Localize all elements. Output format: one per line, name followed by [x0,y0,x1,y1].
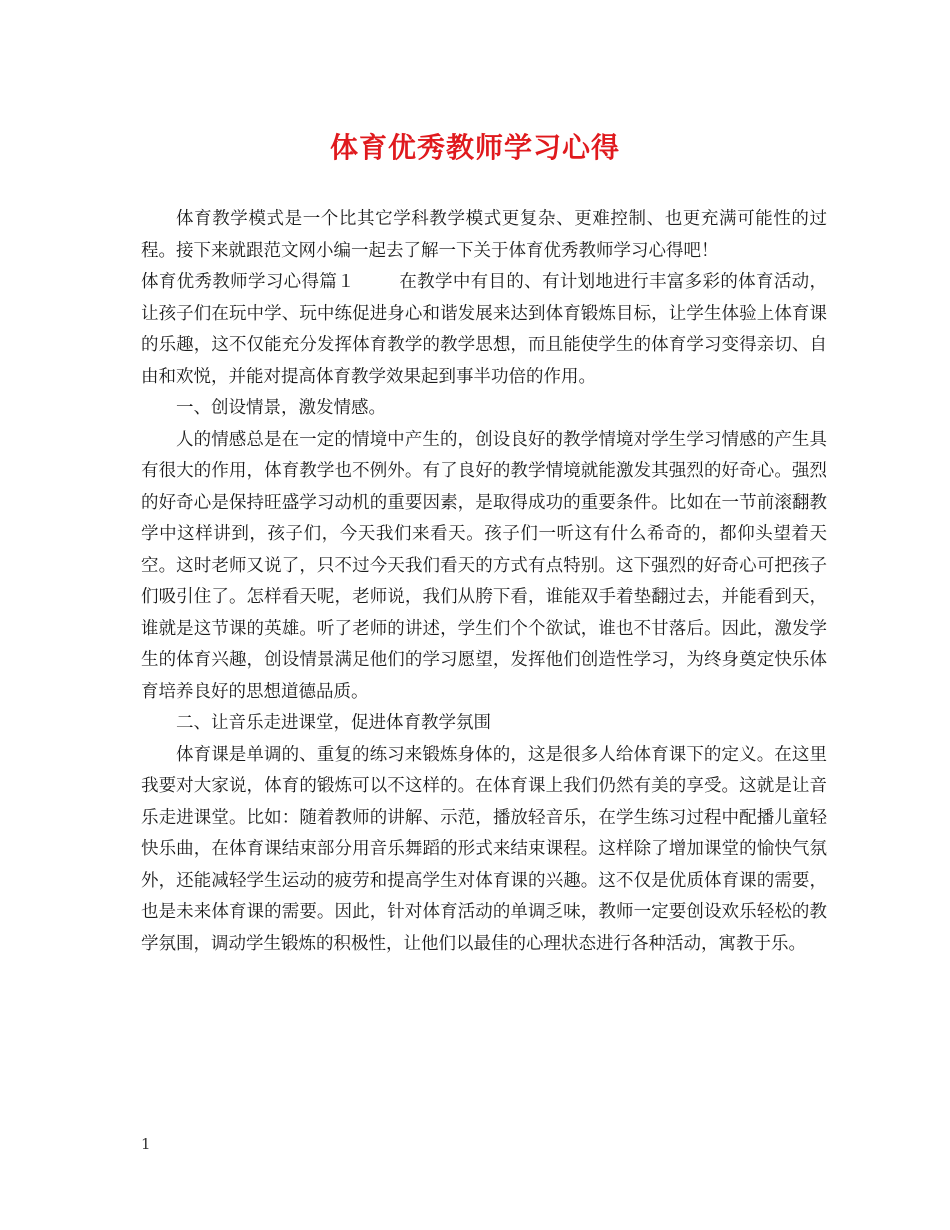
part1-text: 在教学中有目的、有计划地进行丰富多彩的体育活动，让孩子们在玩中学、玩中练促进身心和谐发展来达到体育锻炼目标，让学生体验上体育课的乐趣，这不仅能充分发挥体育教学的教学思想，而且能使学生的体育学习变得亲切、自由和欢悦，并能对提高体育教学效果起到事半功倍的作用。 [141,272,827,387]
page-number: 1 [141,1135,151,1153]
part1-heading: 体育优秀教师学习心得篇１ [141,272,355,292]
section2-heading: 二、让音乐走进课堂，促进体育教学氛围 [176,713,491,733]
section2-paragraph: 体育课是单调的、重复的练习来锻炼身体的，这是很多人给体育课下的定义。在这里我要对大家说，体育的锻炼可以不这样的。在体育课上我们仍然有美的享受。这就是让音乐走进课堂。比如：随着教师的讲解、示范，播放轻音乐，在学生练习过程中配播儿童轻快乐曲，在体育课结束部分用音乐舞蹈的形式来结束课程。这样除了增加课堂的愉快气氛外，还能减轻学生运动的疲劳和提高学生对体育课的兴趣。这不仅是优质体育课的需要，也是未来体育课的需要。因此，针对体育活动的单调乏味，教师一定要创设欢乐轻松的教学氛围，调动学生锻炼的积极性，让他们以最佳的心理状态进行各种活动，寓教于乐。 [141,744,827,954]
section1-heading: 一、创设情景，激发情感。 [176,398,386,418]
part1-paragraph [141,267,827,393]
document-body [141,204,827,960]
intro-paragraph: 体育教学模式是一个比其它学科教学模式更复杂、更难控制、也更充满可能性的过程。接下来就跟范文网小编一起去了解一下关于体育优秀教师学习心得吧！ [141,209,827,261]
document-title: 体育优秀教师学习心得 [329,131,620,164]
section1-paragraph: 人的情感总是在一定的情境中产生的，创设良好的教学情境对学生学习情感的产生具有很大的作用，体育教学也不例外。有了良好的教学情境就能激发其强烈的好奇心。强烈的好奇心是保持旺盛学习动机的重要因素，是取得成功的重要条件。比如在一节前滚翻教学中这样讲到，孩子们，今天我们来看天。孩子们一听这有什么希奇的，都仰头望着天空。这时老师又说了，只不过今天我们看天的方式有点特别。这下强烈的好奇心可把孩子们吸引住了。怎样看天呢，老师说，我们从胯下看，谁能双手着垫翻过去，并能看到天，谁就是这节课的英雄。听了老师的讲述，学生们个个欲试，谁也不甘落后。因此，激发学生的体育兴趣，创设情景满足他们的学习愿望，发挥他们创造性学习，为终身奠定快乐体育培养良好的思想道德品质。 [141,429,827,702]
